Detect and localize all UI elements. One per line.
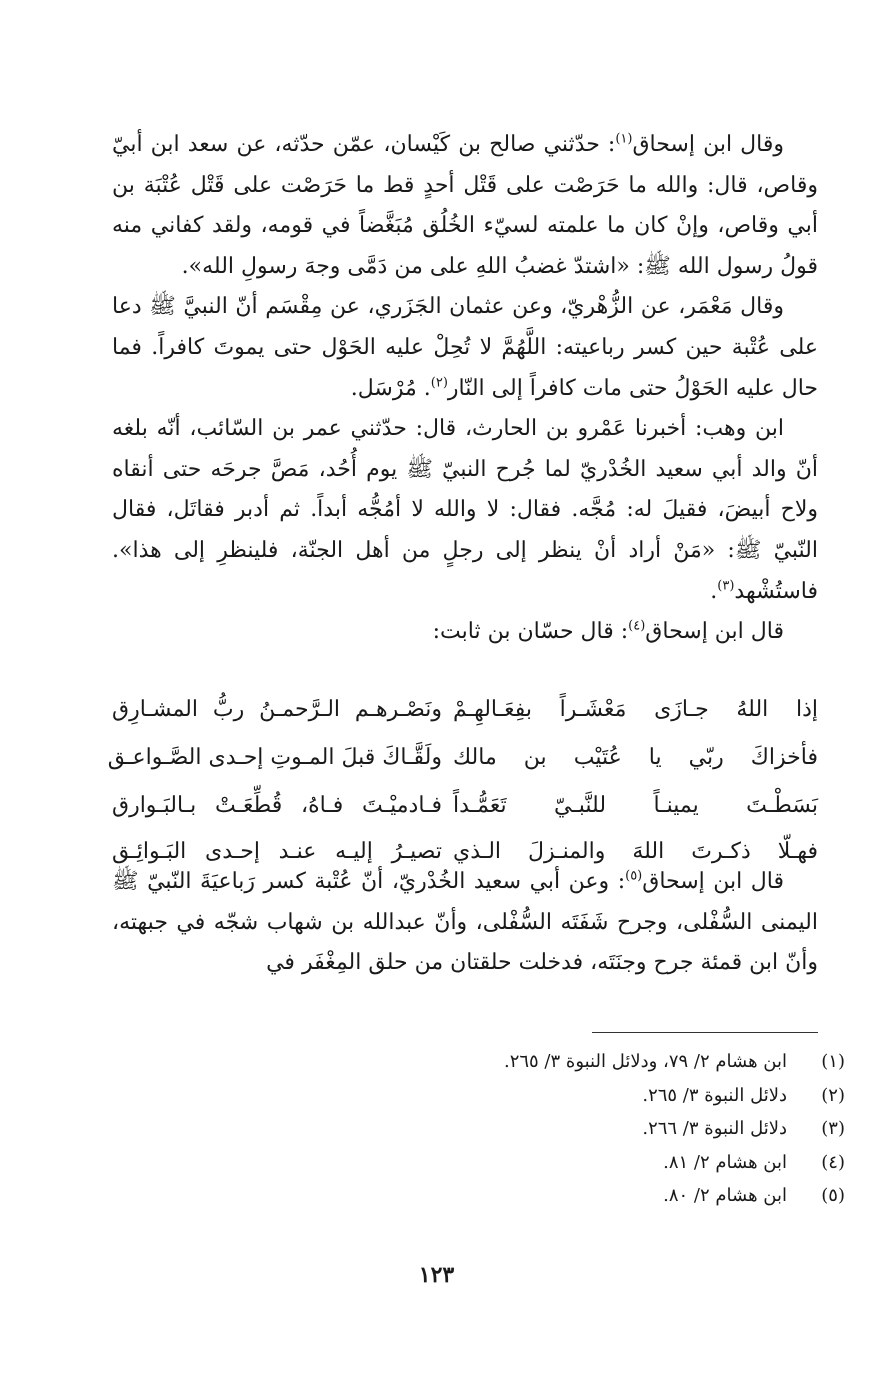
paragraph-text: قال ابن إسحاق	[645, 619, 784, 645]
paragraph	[112, 125, 818, 287]
paragraph	[112, 612, 818, 653]
footnote-marker: (١)	[615, 131, 633, 147]
verse-line	[112, 690, 818, 730]
paragraph	[112, 862, 818, 984]
footnote-item	[300, 1179, 845, 1213]
paragraph-text: : وعن أبي سعيد الخُدْريّ، أنّ عُتْبة كسر رَباعيَةَ النّبيّ ﷺ اليمنى السُّفْلى، وجرح شَفَتَه السُّفْلى، وأنّ عبدالله بن شهاب شجّه في جبهته، وأنّ ابن قمئة جرح وجنَتَه، فدخلت حلقتان من حلق المِغْفَر في	[112, 869, 818, 976]
paragraph-text: وقال مَعْمَر، عن الزُّهْريّ، وعن عثمان الجَزَري، عن مِقْسَم أنّ النبيَّ ﷺ دعا على عُتْبة حين كسر رباعيته: اللَّهُمَّ لا تُحِلْ عليه الحَوْل حتى يموتَ كافراً. فما حال عليه الحَوْلُ حتى مات كافراً إلى النّار	[112, 294, 818, 401]
paragraph-text: : قال حسّان بن ثابت:	[432, 619, 629, 645]
paragraph-text: .	[710, 578, 718, 604]
footnote-marker: (٤)	[628, 618, 646, 634]
verse-second-hemistich: ونَصْـرهـم الـرَّحمـنُ ربُّ المشـارِق	[112, 697, 442, 722]
paragraph-text: وقال ابن إسحاق	[632, 132, 784, 157]
footnote-marker: (٢)	[430, 375, 448, 391]
footnote-number: (٤)	[821, 1151, 845, 1173]
footnote-item	[300, 1146, 845, 1180]
paragraph	[112, 409, 818, 612]
paragraph-text: : حدّثني صالح بن كَيْسان، عمّن حدّثه، عن سعد ابن أبيّ وقاص، قال: والله ما حَرَصْت على قَتْل أحدٍ قط ما حَرَصْت على قَتْل عُتْبَة بن أبي وقاص، وإنْ كان ما علمته لسيّء الخُلُق مُبَغَّضاً في قومه، ولقد كفاني منه قولُ رسول الله ﷺ: «اشتدّ غضبُ اللهِ على من دَمَّى وجهَ رسولِ الله».	[112, 132, 818, 279]
verse-first-hemistich: فهـلّا ذكـرتَ اللهَ والمنـزلَ الـذي	[453, 839, 818, 864]
footnote-number: (١)	[821, 1051, 845, 1072]
page-number: ١٢٣	[418, 1262, 455, 1288]
footnote-marker: (٥)	[625, 868, 643, 884]
paragraph	[112, 287, 818, 409]
verse-second-hemistich: تصيـرُ إليـه عنـد إحـدى البَـوائِـق	[112, 839, 442, 864]
verse-line	[107, 738, 818, 778]
footnote-number: (٣)	[821, 1118, 845, 1139]
paragraph-text: . مُرْسَل.	[350, 375, 431, 401]
footnote-item	[300, 1079, 845, 1113]
footnote-divider	[592, 1032, 818, 1033]
footnote-text: ابن هشام ٢/ ٧٩، ودلائل النبوة ٣/ ٢٦٥.	[503, 1051, 787, 1072]
footnotes	[300, 1045, 845, 1213]
verse-line	[112, 786, 818, 826]
footnote-text: ابن هشام ٢/ ٨١.	[663, 1151, 787, 1173]
paragraph-text: قال ابن إسحاق	[642, 869, 784, 894]
footnote-text: دلائل النبوة ٣/ ٢٦٥.	[642, 1084, 787, 1106]
verse-first-hemistich: إذا اللهُ جـازَى مَعْشَـراً بفِعَـالهِـمْ	[453, 697, 818, 722]
paragraph-text: ابن وهب: أخبرنا عَمْرو بن الحارث، قال: حدّثني عمر بن السّائب، أنّه بلغه أنّ والد أبي سعيد الخُدْريّ لما جُرح النبيّ ﷺ يوم أُحُد، مَصَّ جرحَه حتى أنقاه ولاح أبيضَ، فقيلَ له: مُجَّه. فقال: لا والله لا أمُجُّه أبداً. ثم أدبر فقاتَل، فقال النّبيّ ﷺ: «مَنْ أراد أنْ ينظر إلى رجلٍ من أهل الجنّة، فلينظرِ إلى هذا». فاستُشْهد	[112, 416, 818, 604]
verse-second-hemistich: فـادميْـتَ فـاهُ، قُطِّعَـتْ بـالبَـوارق	[112, 793, 442, 818]
footnote-text: دلائل النبوة ٣/ ٢٦٦.	[642, 1118, 787, 1139]
footnote-number: (٥)	[821, 1185, 845, 1206]
main-text-top	[112, 125, 818, 653]
footnote-item	[300, 1045, 845, 1079]
verse-first-hemistich: بَسَطْـتَ يمينـاً للنَّبـيّ تَعَمُّـداً	[453, 793, 818, 818]
verse-first-hemistich: فأخزاكَ ربّي يا عُتَيْب بن مالك	[453, 745, 818, 770]
main-text-bottom	[112, 862, 818, 984]
verse-second-hemistich: ولَقَّـاكَ قبلَ المـوتِ إحـدى الصَّـواعـق	[107, 745, 442, 770]
footnote-marker: (٣)	[717, 578, 735, 594]
footnote-number: (٢)	[821, 1084, 845, 1106]
footnote-text: ابن هشام ٢/ ٨٠.	[663, 1185, 787, 1206]
footnote-item	[300, 1112, 845, 1146]
